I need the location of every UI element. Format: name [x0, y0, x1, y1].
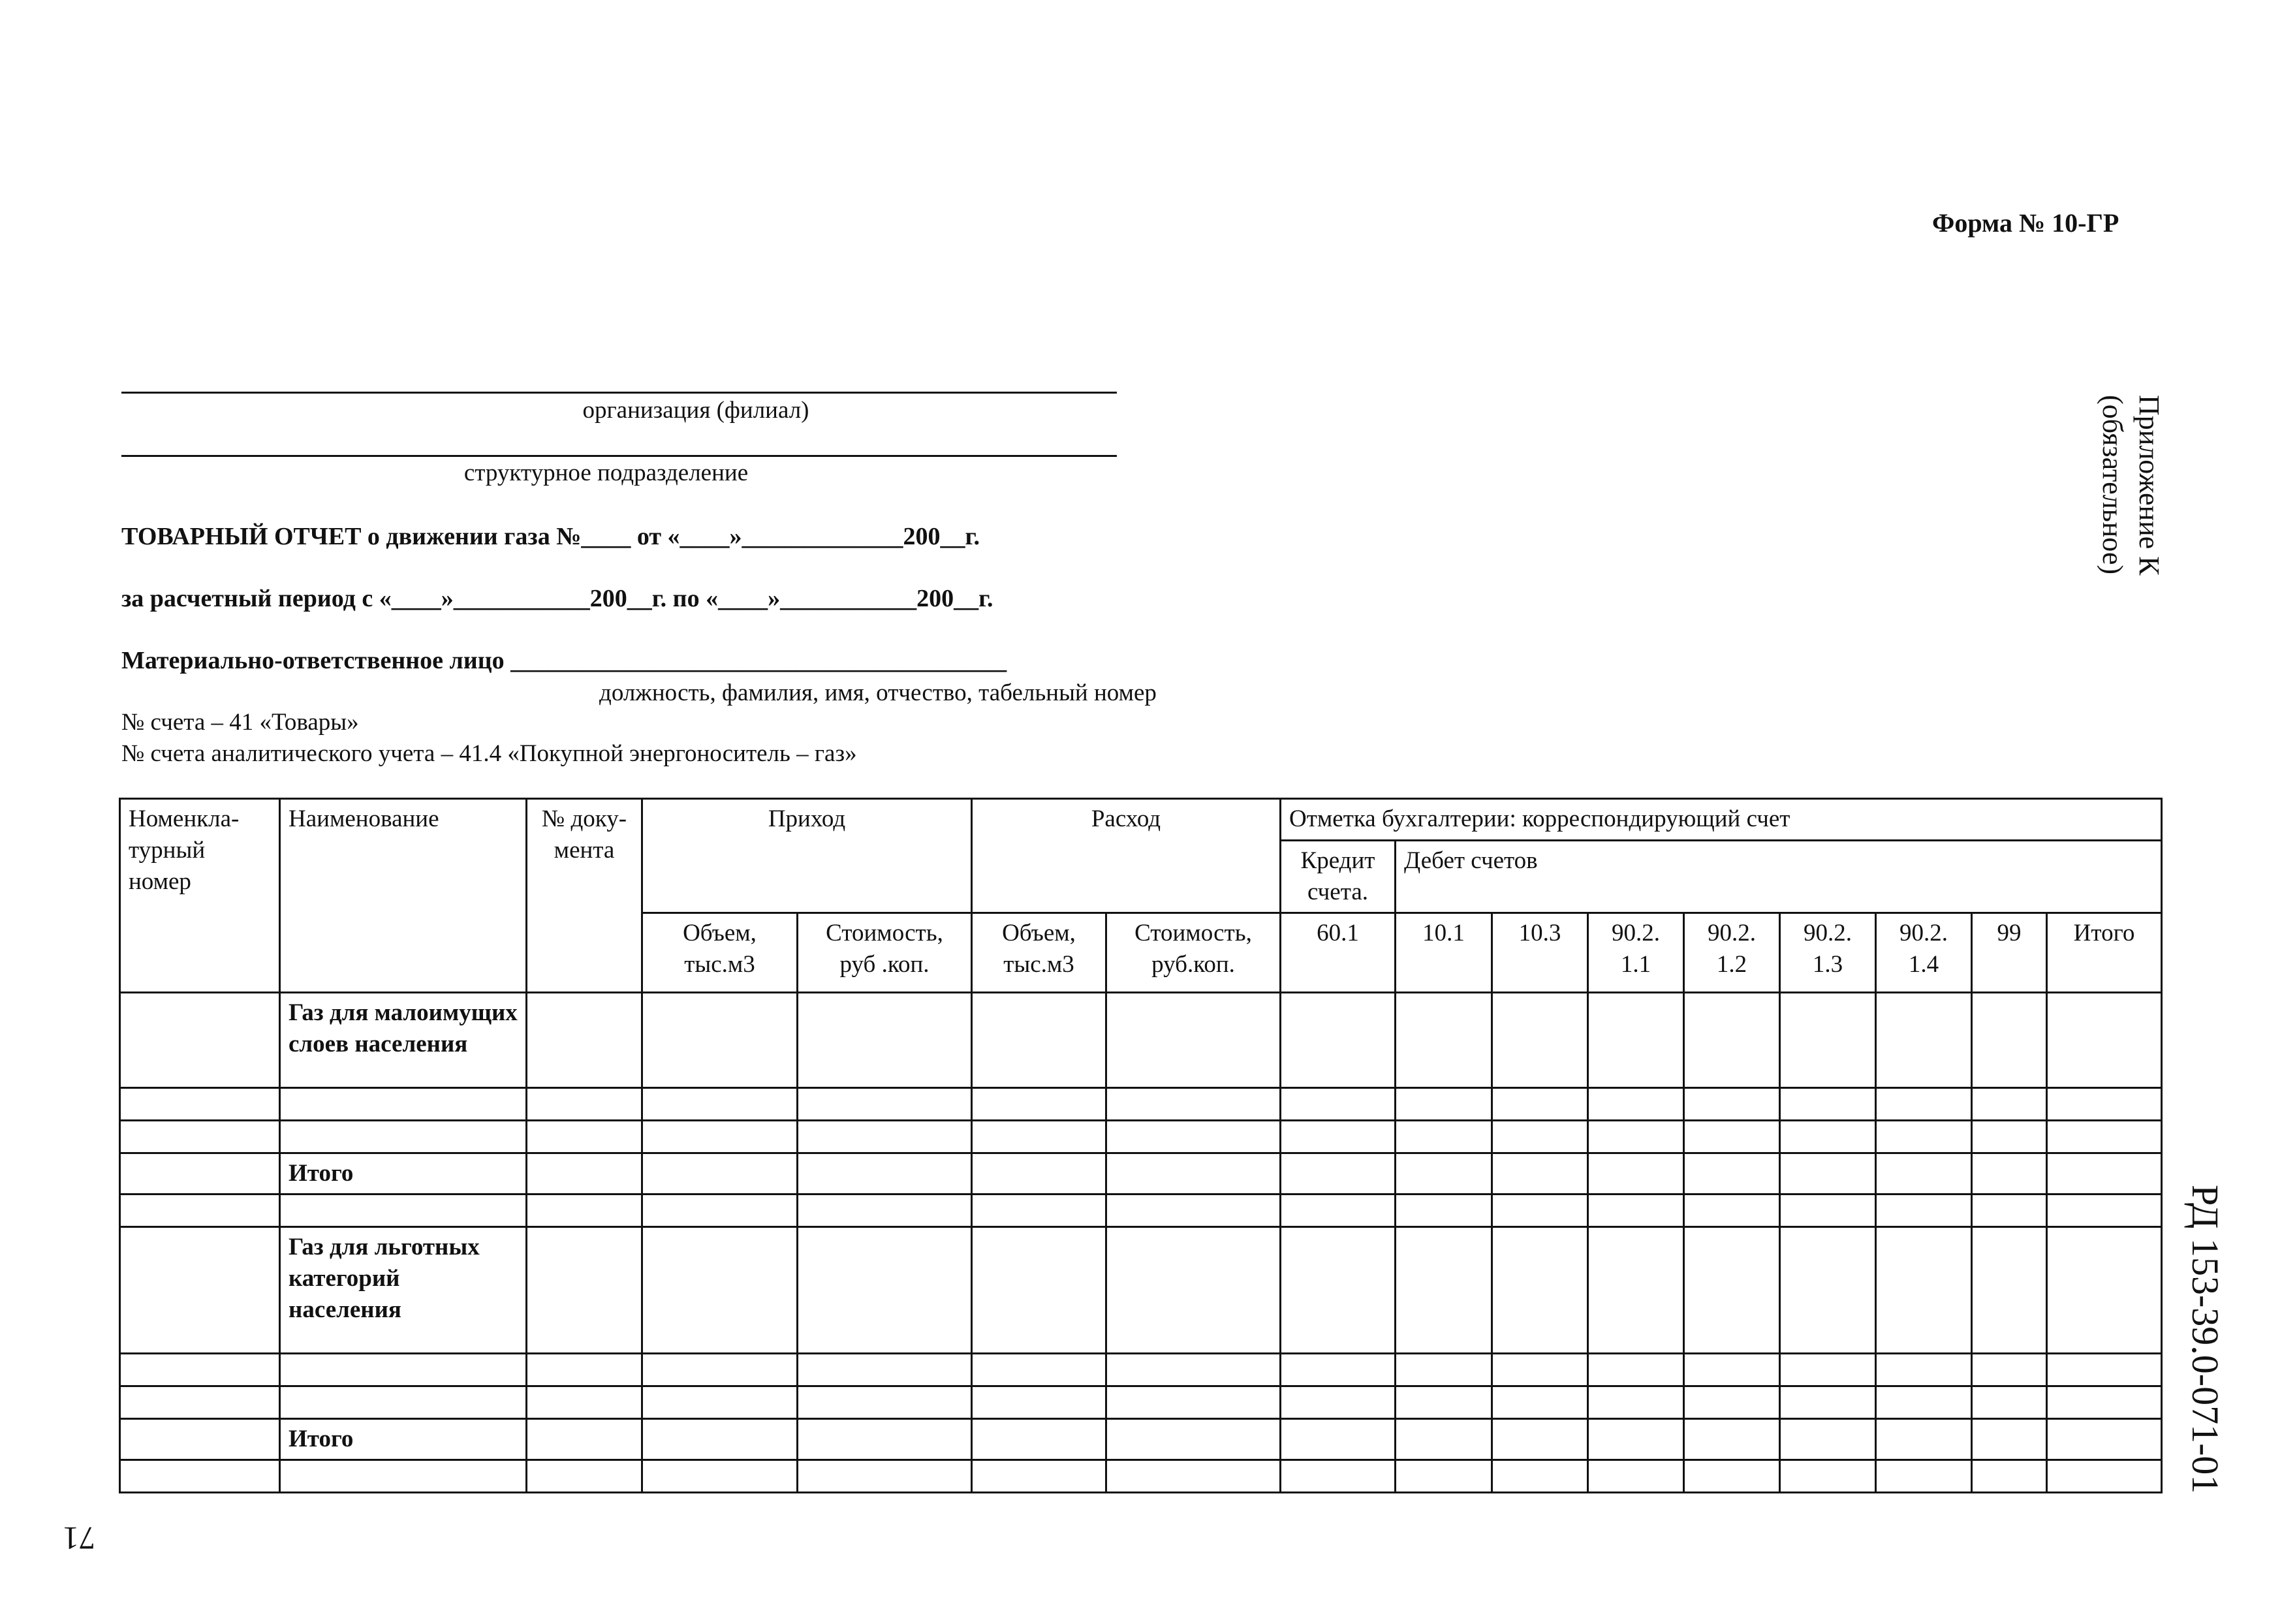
table-cell — [1876, 1121, 1972, 1153]
header-income: Приход — [642, 799, 972, 913]
table-cell — [2047, 1088, 2162, 1121]
document-code: РД 153-39.0-071-01 — [2184, 1185, 2227, 1494]
table-cell — [798, 1153, 972, 1195]
table-cell — [1281, 1354, 1396, 1386]
table-cell — [1876, 1419, 1972, 1460]
account-90-2-1-3: 90.2. 1.3 — [1780, 913, 1876, 993]
table-cell — [1396, 1153, 1492, 1195]
table-cell — [1684, 1227, 1780, 1354]
table-row — [120, 1153, 2162, 1195]
table-cell — [1492, 1460, 1588, 1493]
table-cell — [1684, 1419, 1780, 1460]
table-cell — [1281, 1195, 1396, 1227]
form-number: Форма № 10-ГР — [1932, 208, 2119, 238]
table-cell — [120, 1088, 280, 1121]
table-cell — [1281, 1227, 1396, 1354]
table-cell — [798, 993, 972, 1088]
goods-report-table — [119, 798, 2163, 1493]
table-cell — [1396, 1227, 1492, 1354]
table-cell — [642, 1195, 798, 1227]
table-cell — [527, 1354, 642, 1386]
header-debit: Дебет счетов — [1396, 841, 2162, 913]
table-cell — [798, 1386, 972, 1419]
header-name: Наименование — [280, 799, 527, 993]
table-cell — [2047, 1121, 2162, 1153]
header-nomenclature: Номенкла-турный номер — [120, 799, 280, 993]
account-number: № счета – 41 «Товары» — [121, 709, 359, 736]
table-cell — [1492, 1354, 1588, 1386]
table-cell — [120, 993, 280, 1088]
row-name-cell: Газ для льготных категорий населения — [280, 1227, 527, 1354]
table-cell — [1492, 1121, 1588, 1153]
table-cell — [1396, 1121, 1492, 1153]
table-cell — [972, 1419, 1106, 1460]
header-accounting-mark: Отметка бухгалтерии: корреспондирующий счет — [1281, 799, 2162, 841]
header-expense: Расход — [972, 799, 1281, 913]
account-10-1: 10.1 — [1396, 913, 1492, 993]
table-cell — [798, 1419, 972, 1460]
account-99: 99 — [1972, 913, 2047, 993]
table-cell — [2047, 1153, 2162, 1195]
table-cell — [1588, 1419, 1684, 1460]
table-cell — [120, 1386, 280, 1419]
table-cell — [1972, 1386, 2047, 1419]
table-row — [120, 993, 2162, 1088]
table-cell — [798, 1354, 972, 1386]
table-cell — [972, 1195, 1106, 1227]
table-cell — [1972, 1088, 2047, 1121]
table-cell — [527, 1121, 642, 1153]
table-cell — [120, 1460, 280, 1493]
table-cell — [1972, 1460, 2047, 1493]
account-90-2-1-1: 90.2. 1.1 — [1588, 913, 1684, 993]
table-cell — [1588, 1153, 1684, 1195]
account-10-3: 10.3 — [1492, 913, 1588, 993]
table-cell — [798, 1227, 972, 1354]
table-row — [120, 1227, 2162, 1354]
table-cell — [1588, 1195, 1684, 1227]
table-cell — [642, 1419, 798, 1460]
table-cell — [1684, 1195, 1780, 1227]
table-cell — [1876, 1195, 1972, 1227]
table-cell — [1876, 1460, 1972, 1493]
table-cell — [1396, 1460, 1492, 1493]
account-90-2-1-4: 90.2. 1.4 — [1876, 913, 1972, 993]
table-cell — [1684, 1386, 1780, 1419]
table-row — [120, 1121, 2162, 1153]
account-90-2-1-2: 90.2. 1.2 — [1684, 913, 1780, 993]
table-cell — [1106, 1121, 1281, 1153]
table-cell — [120, 1153, 280, 1195]
table-cell — [1492, 1153, 1588, 1195]
appendix-note: (обязательное) — [2097, 395, 2129, 574]
table-cell — [527, 1386, 642, 1419]
table-cell — [120, 1195, 280, 1227]
table-cell — [1876, 1088, 1972, 1121]
header-document-number: № доку-мента — [527, 799, 642, 993]
table-cell — [1780, 1195, 1876, 1227]
table-cell — [972, 1121, 1106, 1153]
table-cell — [1492, 1419, 1588, 1460]
table-cell — [1106, 993, 1281, 1088]
table-cell — [1396, 1088, 1492, 1121]
organization-line — [121, 392, 1117, 394]
analytic-account: № счета аналитического учета – 41.4 «Покупной энергоноситель – газ» — [121, 740, 857, 767]
table-cell — [642, 1460, 798, 1493]
table-cell — [1396, 993, 1492, 1088]
table-cell — [1281, 1386, 1396, 1419]
table-cell — [1780, 1386, 1876, 1419]
table-cell — [1684, 1153, 1780, 1195]
table-cell — [1492, 1227, 1588, 1354]
header-credit: Кредит счета. — [1281, 841, 1396, 913]
table-cell — [1780, 1419, 1876, 1460]
row-name-cell: Итого — [280, 1153, 527, 1195]
table-cell — [1106, 1153, 1281, 1195]
table-cell — [1684, 1460, 1780, 1493]
table-cell — [1106, 1419, 1281, 1460]
table-cell — [1684, 1121, 1780, 1153]
table-cell — [1396, 1386, 1492, 1419]
table-cell — [642, 993, 798, 1088]
table-cell — [1492, 1386, 1588, 1419]
table-cell — [1780, 1121, 1876, 1153]
table-cell — [642, 1121, 798, 1153]
table-cell — [1972, 1153, 2047, 1195]
table-cell — [1780, 1153, 1876, 1195]
table-cell — [1588, 1088, 1684, 1121]
table-cell — [1281, 1153, 1396, 1195]
table-cell — [1876, 1354, 1972, 1386]
row-name-cell — [280, 1386, 527, 1419]
account-total: Итого — [2047, 913, 2162, 993]
table-cell — [1588, 1227, 1684, 1354]
table-cell — [798, 1088, 972, 1121]
report-period: за расчетный период с «____»___________200__г. по «____»___________200__г. — [121, 585, 993, 612]
table-cell — [1876, 1227, 1972, 1354]
table-cell — [527, 993, 642, 1088]
table-cell — [1492, 993, 1588, 1088]
department-caption: структурное подразделение — [463, 460, 749, 486]
table-cell — [1780, 1088, 1876, 1121]
table-cell — [1684, 993, 1780, 1088]
table-cell — [527, 1195, 642, 1227]
table-cell — [798, 1460, 972, 1493]
row-name-cell — [280, 1460, 527, 1493]
table-cell — [1972, 1419, 2047, 1460]
table-cell — [1396, 1354, 1492, 1386]
table-cell — [972, 993, 1106, 1088]
table-cell — [1876, 993, 1972, 1088]
table-cell — [1972, 1121, 2047, 1153]
table-cell — [1588, 1354, 1684, 1386]
table-cell — [1780, 993, 1876, 1088]
table-cell — [1492, 1088, 1588, 1121]
table-cell — [120, 1419, 280, 1460]
table-cell — [2047, 1419, 2162, 1460]
table-cell — [1876, 1153, 1972, 1195]
table-cell — [1684, 1354, 1780, 1386]
table-cell — [1396, 1419, 1492, 1460]
table-cell — [2047, 1460, 2162, 1493]
table-cell — [1972, 1354, 2047, 1386]
table-row — [120, 1088, 2162, 1121]
table-cell — [527, 1088, 642, 1121]
table-cell — [1588, 1121, 1684, 1153]
page-number: 71 — [63, 1520, 95, 1557]
table-cell — [1281, 993, 1396, 1088]
table-row — [120, 1386, 2162, 1419]
header-income-volume: Объем, тыс.м3 — [642, 913, 798, 993]
table-cell — [798, 1195, 972, 1227]
table-cell — [1588, 1460, 1684, 1493]
table-cell — [642, 1354, 798, 1386]
table-cell — [1396, 1195, 1492, 1227]
table-cell — [1876, 1386, 1972, 1419]
responsible-caption: должность, фамилия, имя, отчество, табельный номер — [599, 679, 1157, 706]
table-cell — [2047, 993, 2162, 1088]
table-cell — [120, 1121, 280, 1153]
table-cell — [1780, 1460, 1876, 1493]
table-cell — [1492, 1195, 1588, 1227]
header-expense-volume: Объем, тыс.м3 — [972, 913, 1106, 993]
table-cell — [2047, 1386, 2162, 1419]
table-cell — [120, 1354, 280, 1386]
table-cell — [1972, 993, 2047, 1088]
row-name-cell — [280, 1195, 527, 1227]
header-expense-cost: Стоимость, руб.коп. — [1106, 913, 1281, 993]
table-cell — [798, 1121, 972, 1153]
table-cell — [1106, 1354, 1281, 1386]
table-cell — [527, 1227, 642, 1354]
table-cell — [2047, 1354, 2162, 1386]
table-cell — [1106, 1195, 1281, 1227]
table-cell — [1106, 1088, 1281, 1121]
table-cell — [1106, 1460, 1281, 1493]
table-cell — [1281, 1419, 1396, 1460]
table-row — [120, 1419, 2162, 1460]
table-cell — [642, 1386, 798, 1419]
table-cell — [972, 1460, 1106, 1493]
table-cell — [642, 1227, 798, 1354]
account-60-1: 60.1 — [1281, 913, 1396, 993]
table-cell — [1780, 1354, 1876, 1386]
table-cell — [2047, 1195, 2162, 1227]
table-row — [120, 1460, 2162, 1493]
header-income-cost: Стоимость, руб .коп. — [798, 913, 972, 993]
table-cell — [972, 1088, 1106, 1121]
report-title: ТОВАРНЫЙ ОТЧЕТ о движении газа №____ от «____»_____________200__г. — [121, 523, 980, 550]
table-cell — [1780, 1227, 1876, 1354]
table-cell — [1281, 1121, 1396, 1153]
responsible-person: Материально-ответственное лицо ________________________________________ — [121, 647, 1007, 674]
table-cell — [1106, 1227, 1281, 1354]
organization-caption: организация (филиал) — [582, 397, 809, 424]
table-cell — [642, 1153, 798, 1195]
table-cell — [972, 1354, 1106, 1386]
table-cell — [972, 1227, 1106, 1354]
table-cell — [527, 1153, 642, 1195]
table-cell — [527, 1419, 642, 1460]
table-cell — [527, 1460, 642, 1493]
row-name-cell — [280, 1121, 527, 1153]
table-cell — [1972, 1227, 2047, 1354]
table-cell — [1972, 1195, 2047, 1227]
table-cell — [1684, 1088, 1780, 1121]
table-cell — [120, 1227, 280, 1354]
table-row — [120, 1354, 2162, 1386]
table-cell — [1588, 993, 1684, 1088]
table-row — [120, 1195, 2162, 1227]
table-cell — [2047, 1227, 2162, 1354]
table-cell — [1281, 1460, 1396, 1493]
table-cell — [1106, 1386, 1281, 1419]
row-name-cell — [280, 1354, 527, 1386]
department-line — [121, 455, 1117, 457]
table-cell — [1588, 1386, 1684, 1419]
row-name-cell — [280, 1088, 527, 1121]
table-cell — [642, 1088, 798, 1121]
table-cell — [1281, 1088, 1396, 1121]
table-cell — [972, 1386, 1106, 1419]
row-name-cell: Газ для малоимущих слоев населения — [280, 993, 527, 1088]
table-cell — [972, 1153, 1106, 1195]
row-name-cell: Итого — [280, 1419, 527, 1460]
appendix-title: Приложение К — [2133, 395, 2165, 576]
